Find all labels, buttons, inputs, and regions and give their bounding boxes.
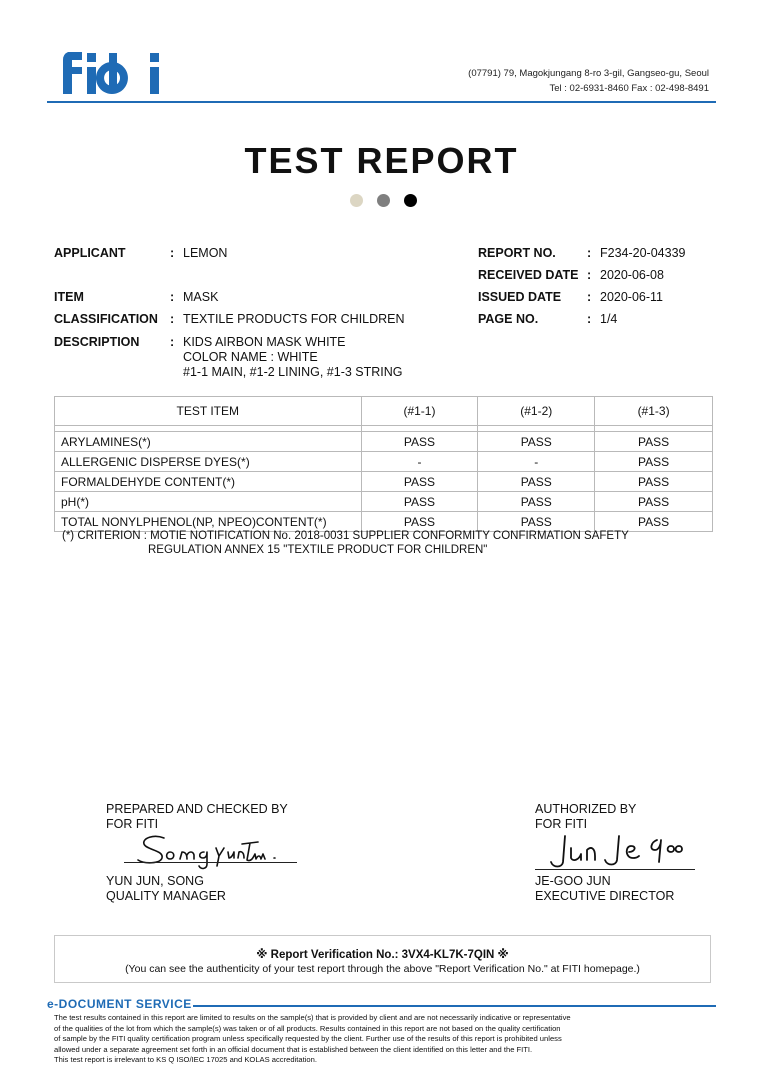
cell-result: PASS <box>361 492 478 512</box>
cell-result: PASS <box>361 512 478 532</box>
header-contact: Tel : 02-6931-8460 Fax : 02-498-8491 <box>549 83 709 94</box>
issued-date-value: 2020-06-11 <box>600 290 664 304</box>
classification-label: CLASSIFICATION <box>54 312 158 326</box>
page-no-value: 1/4 <box>600 312 618 326</box>
title-dot-1 <box>350 194 363 207</box>
cell-item: ALLERGENIC DISPERSE DYES(*) <box>55 452 362 472</box>
description-line-2: COLOR NAME : WHITE <box>183 350 318 364</box>
applicant-label: APPLICANT <box>54 246 126 260</box>
page-no-label: PAGE NO. <box>478 312 539 326</box>
signature-jun <box>545 830 705 872</box>
signature-line-left <box>124 862 297 863</box>
header-rule <box>47 101 716 103</box>
cell-result: PASS <box>478 492 595 512</box>
received-date-label: RECEIVED DATE <box>478 268 579 282</box>
header-sample-1-2: (#1-2) <box>478 397 595 426</box>
table-row <box>55 492 713 512</box>
table-row <box>55 452 713 472</box>
table-row <box>55 472 713 492</box>
preparer-name: YUN JUN, SONG <box>106 874 204 888</box>
cell-result: PASS <box>595 492 713 512</box>
cell-result: PASS <box>478 472 595 492</box>
table-row <box>55 512 713 532</box>
cell-result: PASS <box>478 432 595 452</box>
issued-date-label: ISSUED DATE <box>478 290 562 304</box>
classification-value: TEXTILE PRODUCTS FOR CHILDREN <box>183 312 405 326</box>
header-sample-1-3: (#1-3) <box>595 397 713 426</box>
applicant-value: LEMON <box>183 246 228 260</box>
cell-result: PASS <box>595 432 713 452</box>
cell-result: - <box>478 452 595 472</box>
report-no-colon: : <box>587 246 592 260</box>
item-colon: : <box>170 290 175 304</box>
cell-item: ARYLAMINES(*) <box>55 432 362 452</box>
signature-line-right <box>535 869 695 870</box>
table-row <box>55 432 713 452</box>
description-line-3: #1-1 MAIN, #1-2 LINING, #1-3 STRING <box>183 365 403 379</box>
header-address: (07791) 79, Magokjungang 8-ro 3-gil, Gangseo-gu, Seoul <box>468 68 709 79</box>
cell-result: PASS <box>595 472 713 492</box>
cell-result: PASS <box>361 472 478 492</box>
description-label: DESCRIPTION <box>54 335 140 349</box>
verification-box <box>54 935 711 983</box>
classification-colon: : <box>170 312 175 326</box>
header-sample-1-1: (#1-1) <box>361 397 478 426</box>
cell-result: PASS <box>478 512 595 532</box>
received-date-colon: : <box>587 268 592 282</box>
preparer-title: QUALITY MANAGER <box>106 889 226 903</box>
report-no-label: REPORT NO. <box>478 246 556 260</box>
footer-rule <box>193 1005 716 1007</box>
cell-result: PASS <box>361 432 478 452</box>
description-colon: : <box>170 335 175 349</box>
fiti-logo <box>54 48 174 94</box>
authorized-by-label: AUTHORIZED BY <box>535 802 637 816</box>
report-no-value: F234-20-04339 <box>600 246 686 260</box>
title-dot-2 <box>377 194 390 207</box>
authorized-for-label: FOR FITI <box>535 817 588 831</box>
verification-note: (You can see the authenticity of your test report through the above "Report Verification No." at FITI homepage.) <box>125 963 640 975</box>
cell-item: TOTAL NONYLPHENOL(NP, NPEO)CONTENT(*) <box>55 512 362 532</box>
test-result-table <box>54 396 713 532</box>
applicant-colon: : <box>170 246 175 260</box>
cell-result: PASS <box>595 452 713 472</box>
title-dot-3 <box>404 194 417 207</box>
page-no-colon: : <box>587 312 592 326</box>
table-header-row <box>55 397 713 426</box>
disclaimer-line: of the qualities of the lot from which the sample(s) was taken or of all products. Results contained in this report are not based on the quality certification <box>54 1023 561 1033</box>
cell-result: PASS <box>595 512 713 532</box>
e-document-service-label: e-DOCUMENT SERVICE <box>47 997 192 1011</box>
disclaimer-line: The test results contained in this report are limited to results on the sample(s) that is provided by client and are not necessarily indicative or representative <box>54 1013 571 1022</box>
disclaimer <box>54 1013 654 1066</box>
issued-date-colon: : <box>587 290 592 304</box>
signature-song <box>130 830 300 870</box>
authorizer-name: JE-GOO JUN <box>535 874 611 888</box>
cell-result: - <box>361 452 478 472</box>
criterion-line-1: (*) CRITERION : MOTIE NOTIFICATION No. 2018-0031 SUPPLIER CONFORMITY CONFIRMATION SAFETY <box>62 530 629 542</box>
item-value: MASK <box>183 290 219 304</box>
header-test-item: TEST ITEM <box>55 397 362 426</box>
disclaimer-line: of sample by the FITI quality certification program unless specifically requested by the client. Further use of the results of this report is prohibited unless <box>54 1034 562 1044</box>
verification-number: ※ Report Verification No.: 3VX4-KL7K-7QIN ※ <box>256 949 509 961</box>
disclaimer-line: allowed under a separate agreement set forth in an official document that is established between the client identified on this letter and the FITI. <box>54 1044 533 1054</box>
description-line-1: KIDS AIRBON MASK WHITE <box>183 335 346 349</box>
received-date-value: 2020-06-08 <box>600 268 664 282</box>
prepared-for-label: FOR FITI <box>106 817 159 831</box>
cell-item: FORMALDEHYDE CONTENT(*) <box>55 472 362 492</box>
cell-item: pH(*) <box>55 492 362 512</box>
disclaimer-line: This test report is irrelevant to KS Q ISO/IEC 17025 and KOLAS accreditation. <box>54 1055 317 1065</box>
authorizer-title: EXECUTIVE DIRECTOR <box>535 889 675 903</box>
report-title: TEST REPORT <box>244 140 519 181</box>
item-label: ITEM <box>54 290 84 304</box>
criterion-line-2: REGULATION ANNEX 15 "TEXTILE PRODUCT FOR CHILDREN" <box>148 544 488 556</box>
prepared-by-label: PREPARED AND CHECKED BY <box>106 802 288 816</box>
